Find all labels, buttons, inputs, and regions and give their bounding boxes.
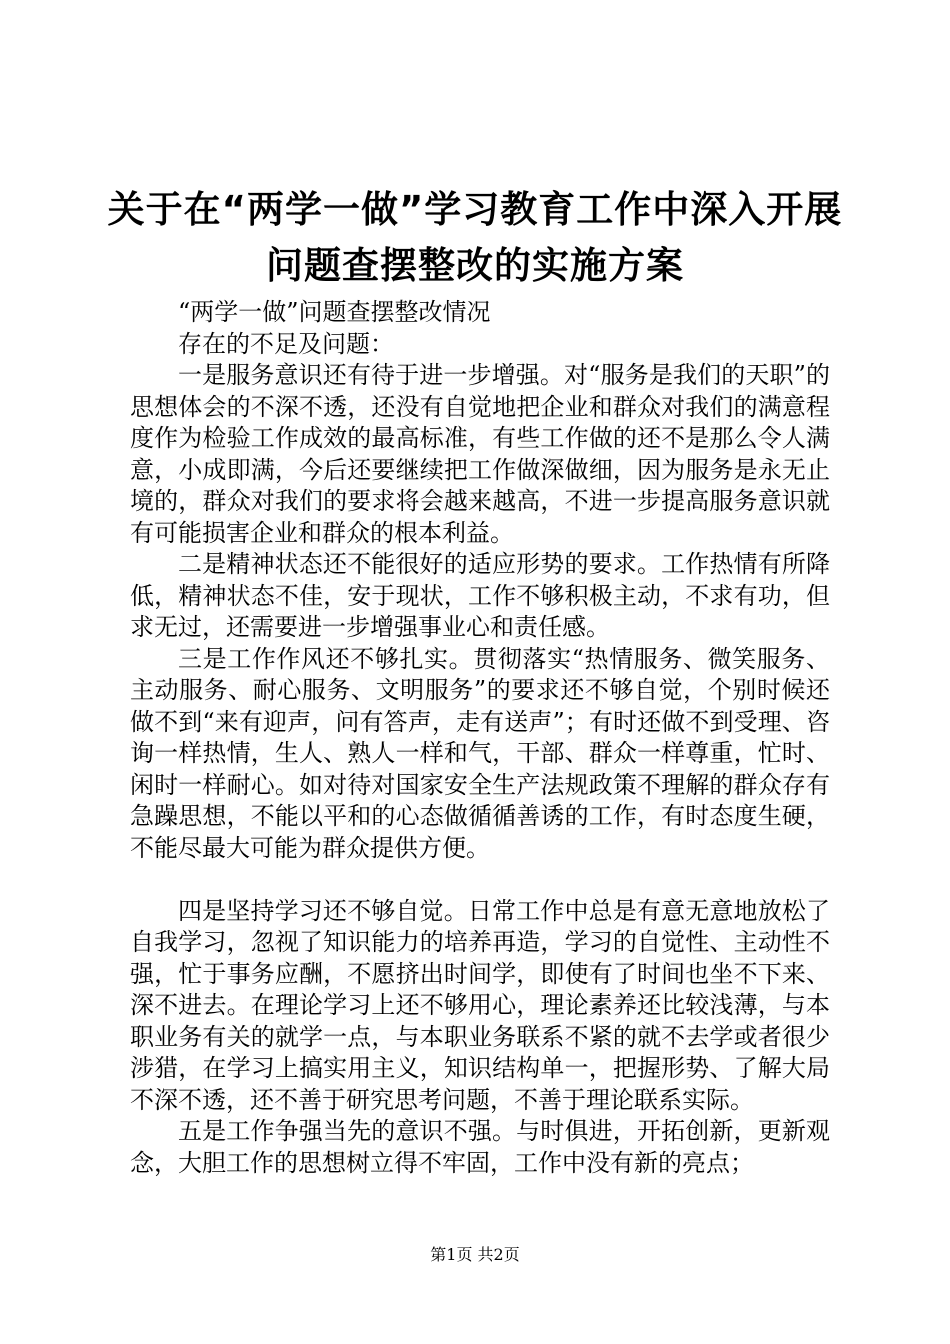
subheading: “两学一做”问题查摆整改情况	[178, 298, 491, 326]
paragraph-1: 一是服务意识还有待于进一步增强。对“服务是我们的天职”的思想体会的不深不透，还没有自觉地把企业和群众对我们的满意程度作为检验工作成效的最高标准，有些工作做的还不是那么令人满意，小成即满，今后还要继续把工作做深做细，因为服务是永无止境的，群众对我们的要求将会越来越高，不进一步提高服务意识就有可能损害企业和群众的根本利益。	[130, 361, 830, 547]
document-title-line-1: 关于在“两学一做”学习教育工作中深入开展	[107, 188, 843, 231]
document-title-line-2: 问题查摆整改的实施方案	[266, 244, 684, 287]
page-footer: 第1页 共2页	[430, 1245, 520, 1264]
paragraph-5: 五是工作争强当先的意识不强。与时俱进，开拓创新，更新观念，大胆工作的思想树立得不牢固，工作中没有新的亮点；	[130, 1117, 830, 1177]
section-label: 存在的不足及问题：	[178, 329, 394, 358]
paragraph-3: 三是工作作风还不够扎实。贯彻落实“热情服务、微笑服务、主动服务、耐心服务、文明服务”的要求还不够自觉，个别时候还做不到“来有迎声，问有答声，走有送声”；有时还做不到受理、咨询一样热情，生人、熟人一样和气，干部、群众一样尊重，忙时、闲时一样耐心。如对待对国家安全生产法规政策不理解的群众存有急躁思想，不能以平和的心态做循循善诱的工作，有时态度生硬，不能尽最大可能为群众提供方便。	[130, 644, 830, 862]
blank-line	[130, 864, 830, 896]
paragraph-2: 二是精神状态还不能很好的适应形势的要求。工作热情有所降低，精神状态不佳，安于现状，工作不够积极主动，不求有功，但求无过，还需要进一步增强事业心和责任感。	[130, 550, 830, 641]
paragraph-4: 四是坚持学习还不够自觉。日常工作中总是有意无意地放松了自我学习，忽视了知识能力的培养再造，学习的自觉性、主动性不强，忙于事务应酬，不愿挤出时间学，即使有了时间也坐不下来、深不进去。在理论学习上还不够用心，理论素养还比较浅薄，与本职业务有关的就学一点，与本职业务联系不紧的就不去学或者很少涉猎，在学习上搞实用主义，知识结构单一，把握形势、了解大局不深不透，还不善于研究思考问题，不善于理论联系实际。	[130, 896, 830, 1114]
document-body	[130, 297, 830, 1179]
